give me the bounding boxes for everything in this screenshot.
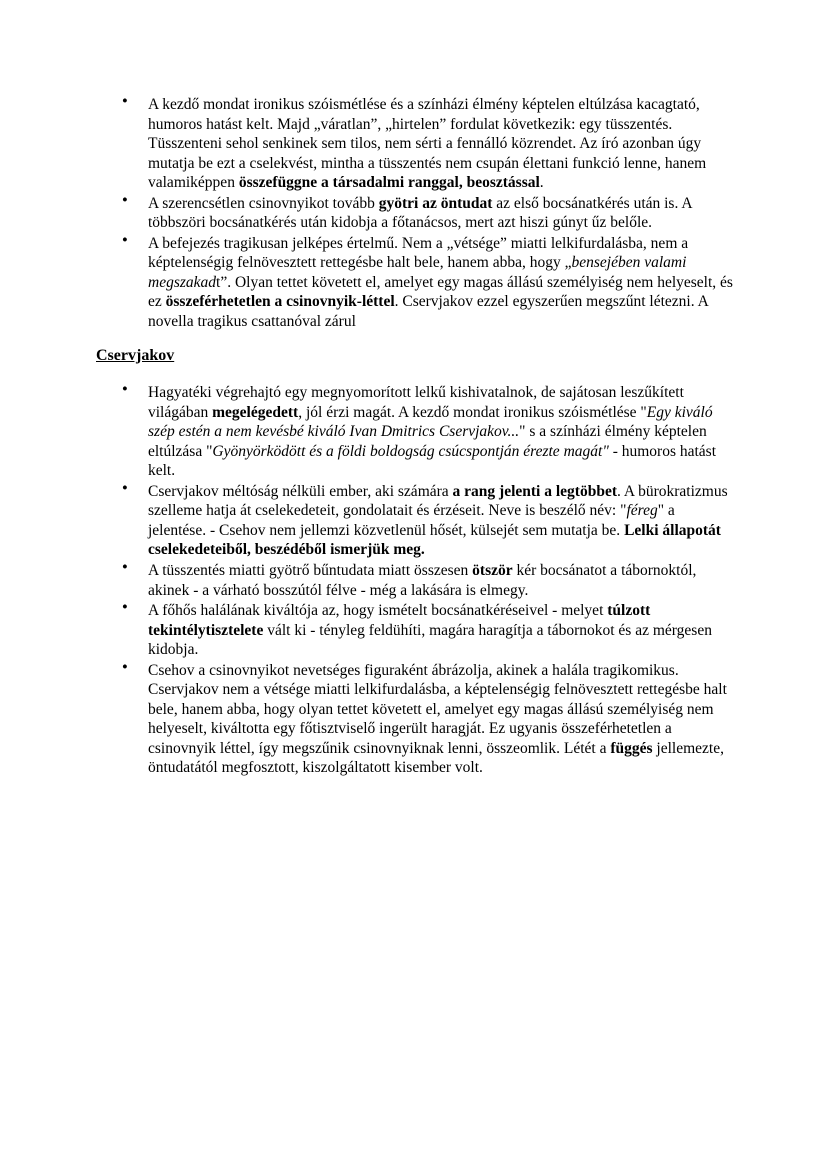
body-text: A befejezés tragikusan jelképes értelmű. Nem a „vétsége” miatti lelkifurdalásba, nem a képtelenségig felnövesztett rettegésbe halt bele, hanem abba, hogy „ (148, 234, 689, 272)
body-text: " a jelentése. - Csehov nem jellemzi közvetlenül hősét, külsejét sem mutatja be. (148, 502, 675, 539)
bullet-item (148, 661, 734, 778)
italic-text: féreg (626, 502, 658, 520)
bold-text: összefüggne a társadalmi ranggal, beosztással (238, 174, 540, 192)
body-text: . (539, 174, 544, 192)
bold-text: ötször (472, 561, 513, 579)
body-text: . Cservjakov ezzel egyszerűen megszűnt létezni. A novella tragikus csattanóval zárul (148, 293, 708, 330)
bold-text: megelégedett (212, 403, 299, 421)
body-text: A tüsszentés miatti gyötrő bűntudata miatt összesen (148, 561, 473, 579)
bullet-item (148, 194, 734, 233)
body-text: " s a színházi élmény képtelen eltúlzása " (148, 423, 707, 460)
bullet-item (148, 561, 734, 600)
bullet-item (148, 95, 734, 193)
body-text: t”. Olyan tettet követett el, amelyet egy magas állású személyiség nem helyeselt, és ez (148, 273, 733, 311)
body-text: Hagyatéki végrehajtó egy megnyomorított lelkű kishivatalnok, de sajátosan leszűkített világában (148, 384, 684, 421)
bullet-item (148, 234, 734, 332)
body-text: Cservjakov méltóság nélküli ember, aki számára (148, 482, 453, 500)
body-text: jellemezte, öntudatától megfosztott, kiszolgáltatott kisember volt. (148, 739, 724, 777)
bold-text: függés (610, 739, 653, 757)
italic-text: Egy kiváló szép estén a nem kevésbé kiváló Ivan Dmitrics Cservjakov... (148, 403, 713, 441)
body-text: A szerencsétlen csinovnyikot tovább (148, 194, 379, 212)
bullet-item (148, 383, 734, 481)
body-text: Csehov a csinovnyikot nevetséges figuraként ábrázolja, akinek a halála tragikomikus. Cservjakov nem a vétsége miatti lelkifurdalásba, a képtelenségig felnövesztett rettegésbe halt bele, hanem abba, hogy olyan tettet követett el, amelyet egy magas állású személyiség nem helyeselt, kiváltotta egy főtisztviselő ingerült haragját. Ez ugyanis összeférhetetlen a csinovnyik léttel, így megszűnik csinovnyiknak lenni, összeomlik. Létét a (148, 661, 727, 757)
bold-text: összeférhetetlen a csinovnyik-léttel (165, 293, 395, 311)
italic-text: bensejében valami megszakad (148, 254, 687, 291)
bold-text: túlzott tekintélytisztelete (148, 602, 651, 639)
body-text: A főhős halálának kiváltója az, hogy ismételt bocsánatkéréseivel - melyet (148, 602, 608, 620)
italic-text: Gyönyörködött és a földi boldogság csúcspontján érezte magát" (212, 442, 609, 460)
body-text: . A bürokratizmus szelleme hatja át cselekedeteit, gondolatait és érzéseit. Neve is beszélő név: " (148, 482, 728, 520)
bold-text: a rang jelenti a legtöbbet (452, 482, 617, 500)
bullet-item (148, 482, 734, 560)
body-text: vált ki - tényleg feldühíti, magára haragítja a tábornokot és az mérgesen kidobja. (148, 621, 712, 659)
bold-text: gyötri az öntudat (378, 194, 493, 212)
body-text: az első bocsánatkérés után is. A többszöri bocsánatkérés után kidobja a főtanácsos, mert azt hiszi gúnyt űz belőle. (148, 194, 692, 232)
body-text: - humoros hatást kelt. (148, 442, 717, 480)
bullet-item (148, 601, 734, 660)
section-heading: Cservjakov (96, 347, 175, 365)
bullet-list-cservjakov (96, 383, 734, 777)
body-text: A kezdő mondat ironikus szóismétlése és a színházi élmény képtelen eltúlzása kacagtató, humoros hatást kelt. Majd „váratlan”, „hirtelen” fordulat következik: egy tüsszentés. Tüsszenteni sehol senkinek sem tilos, nem sérti a fennálló közrendet. Az író azonban úgy mutatja be ezt a cselekvést, mintha a tüsszentés nem csupán élettani funkció lenne, hanem valamiképpen (148, 96, 707, 192)
body-text: , jól érzi magát. A kezdő mondat ironikus szóismétlése " (298, 403, 647, 421)
body-text: kér bocsánatot a tábornoktól, akinek - a várható bosszútól félve - még a lakására is elmegy. (148, 561, 697, 599)
bullet-list-analysis (96, 95, 734, 331)
bold-text: Lelki állapotát cselekedeteiből, beszédéből ismerjük meg. (148, 521, 721, 559)
